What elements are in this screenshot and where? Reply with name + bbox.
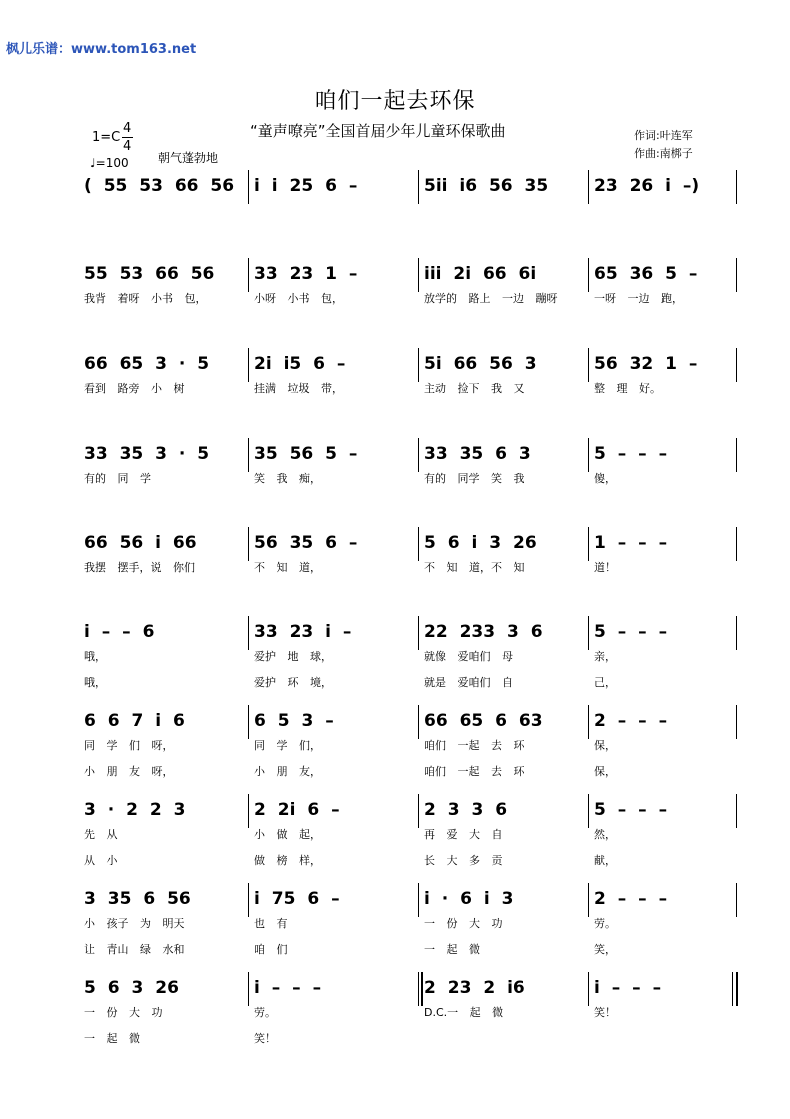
barline [588, 348, 589, 382]
measure-notes: 3 · 2 2 3 [84, 800, 186, 820]
lyric-verse-2: 就是 爱咱们 自 [424, 676, 513, 689]
lyric-verse-1: 咱们 一起 去 环 [424, 739, 525, 752]
measure-notes: i · 6 i 3 [424, 889, 514, 909]
lyric-verse-2: 一 起 微 [84, 1032, 140, 1045]
barline [736, 527, 737, 561]
measure-notes: 5 – – – [594, 444, 668, 464]
barline [418, 527, 419, 561]
lyric-verse-1: 一 份 大 功 [424, 917, 503, 930]
final-barline-thin [732, 972, 733, 1006]
time-signature-divider [122, 137, 133, 138]
tempo-marking: ♩=100 [90, 156, 129, 170]
barline [588, 438, 589, 472]
measure-notes: ( 55 53 66 56 [84, 176, 235, 196]
measure-notes: 5 6 3 26 [84, 978, 179, 998]
measure-notes: 6 6 7 i 6 [84, 711, 185, 731]
lyric-verse-1: 整 理 好。 [594, 382, 661, 395]
lyric-verse-2: 爱护 环 境， [254, 676, 332, 689]
measure-notes: 3 35 6 56 [84, 889, 191, 909]
barline [248, 972, 249, 1006]
barline [588, 170, 589, 204]
lyric-verse-1: 一 份 大 功 [84, 1006, 163, 1019]
composer: 作曲:南梆子 [634, 147, 693, 160]
barline [248, 258, 249, 292]
measure-notes: iii 2i 66 6i [424, 264, 537, 284]
barline [736, 794, 737, 828]
barline [736, 348, 737, 382]
measure-notes: 56 35 6 – [254, 533, 358, 553]
lyric-verse-1: 小 孩子 为 明天 [84, 917, 185, 930]
barline [588, 883, 589, 917]
measure-notes: 66 65 3 · 5 [84, 354, 210, 374]
lyric-verse-2: 己， [594, 676, 616, 689]
barline [248, 438, 249, 472]
lyric-verse-2: 做 榜 样， [254, 854, 321, 867]
measure-notes: 23 26 i –) [594, 176, 700, 196]
lyric-verse-1: 看到 路旁 小 树 [84, 382, 185, 395]
lyric-verse-1: 保， [594, 739, 616, 752]
measure-notes: i i 25 6 – [254, 176, 358, 196]
measure-notes: 55 53 66 56 [84, 264, 215, 284]
time-signature-bottom: 4 [123, 139, 132, 154]
lyric-verse-1: 小 做 起， [254, 828, 321, 841]
lyric-verse-2: 笑， [594, 943, 616, 956]
lyric-verse-1: 有的 同 学 [84, 472, 151, 485]
barline [418, 170, 419, 204]
key-signature: 1=C [92, 130, 121, 145]
lyric-verse-2: 小 朋 友， [254, 765, 321, 778]
measure-notes: 33 35 3 · 5 [84, 444, 210, 464]
barline [588, 705, 589, 739]
lyric-verse-1: 再 爱 大 自 [424, 828, 503, 841]
barline [248, 705, 249, 739]
barline [418, 348, 419, 382]
lyric-verse-1: 亲， [594, 650, 616, 663]
lyric-verse-1: 然， [594, 828, 616, 841]
measure-notes: 65 36 5 – [594, 264, 698, 284]
barline [736, 170, 737, 204]
measure-notes: 5 6 i 3 26 [424, 533, 537, 553]
measure-notes: 5 – – – [594, 800, 668, 820]
measure-notes: 2 3 3 6 [424, 800, 508, 820]
measure-notes: i – – – [254, 978, 322, 998]
measure-notes: 66 56 i 66 [84, 533, 197, 553]
lyric-verse-1: 就像 爱咱们 母 [424, 650, 513, 663]
measure-notes: i – – 6 [84, 622, 155, 642]
barline [736, 438, 737, 472]
measure-notes: 6 5 3 – [254, 711, 334, 731]
barline [736, 258, 737, 292]
lyric-verse-1: 一呀 一边 跑， [594, 292, 683, 305]
lyric-verse-1: 同 学 们， [254, 739, 321, 752]
measure-notes: 2 – – – [594, 889, 668, 909]
barline [588, 794, 589, 828]
measure-notes: 22 233 3 6 [424, 622, 543, 642]
double-barline [421, 972, 423, 1006]
lyric-verse-1: 傻， [594, 472, 616, 485]
barline [248, 883, 249, 917]
measure-notes: 5 – – – [594, 622, 668, 642]
lyric-verse-2: 从 小 [84, 854, 118, 867]
lyric-verse-2: 保， [594, 765, 616, 778]
barline [248, 170, 249, 204]
barline [248, 794, 249, 828]
barline [588, 527, 589, 561]
measure-notes: 2 23 2 i6 [424, 978, 525, 998]
barline [588, 616, 589, 650]
lyric-verse-1: 不 知 道， [254, 561, 321, 574]
measure-notes: 33 23 i – [254, 622, 352, 642]
measure-notes: 2i i5 6 – [254, 354, 346, 374]
measure-notes: 66 65 6 63 [424, 711, 543, 731]
lyric-verse-2: 咱们 一起 去 环 [424, 765, 525, 778]
lyric-verse-1: 爱护 地 球， [254, 650, 332, 663]
measure-notes: 5i 66 56 3 [424, 354, 537, 374]
lyric-verse-1: 主动 捡下 我 又 [424, 382, 525, 395]
barline [418, 972, 419, 1006]
barline [248, 348, 249, 382]
lyric-verse-1: 笑！ [594, 1006, 616, 1019]
lyric-verse-1: 笑 我 痴， [254, 472, 321, 485]
lyric-verse-2: 长 大 多 贡 [424, 854, 503, 867]
lyric-verse-1: 有的 同学 笑 我 [424, 472, 525, 485]
lyric-verse-2: 小 朋 友 呀， [84, 765, 174, 778]
measure-notes: 5ii i6 56 35 [424, 176, 549, 196]
measure-notes: 2 – – – [594, 711, 668, 731]
barline [588, 258, 589, 292]
site-watermark: 枫儿乐谱：www.tom163.net [6, 42, 197, 57]
lyric-verse-1: 也 有 [254, 917, 288, 930]
lyric-verse-1: 不 知 道，不 知 [424, 561, 525, 574]
measure-notes: i – – – [594, 978, 662, 998]
lyric-verse-2: 哦， [84, 676, 106, 689]
time-signature-top: 4 [123, 121, 132, 136]
barline [248, 527, 249, 561]
measure-notes: 33 23 1 – [254, 264, 358, 284]
barline [418, 794, 419, 828]
lyricist: 作词:叶连军 [634, 129, 693, 142]
lyric-verse-1: 哦， [84, 650, 106, 663]
barline [736, 705, 737, 739]
lyric-verse-2: 献， [594, 854, 616, 867]
lyric-verse-1: 同 学 们 呀， [84, 739, 174, 752]
lyric-verse-2: 一 起 微 [424, 943, 480, 956]
lyric-verse-2: 咱 们 [254, 943, 288, 956]
measure-notes: i 75 6 – [254, 889, 340, 909]
lyric-verse-1: 挂满 垃圾 带， [254, 382, 343, 395]
barline [418, 616, 419, 650]
barline [418, 438, 419, 472]
measure-notes: 2 2i 6 – [254, 800, 340, 820]
lyric-verse-1: 劳。 [594, 917, 616, 930]
lyric-verse-1: D.C.一 起 微 [424, 1006, 504, 1019]
song-subtitle: “童声嘹亮”全国首届少年儿童环保歌曲 [250, 122, 506, 140]
measure-notes: 33 35 6 3 [424, 444, 531, 464]
barline [418, 883, 419, 917]
lyric-verse-1: 劳。 [254, 1006, 276, 1019]
barline [736, 972, 738, 1006]
barline [248, 616, 249, 650]
lyric-verse-2: 笑！ [254, 1032, 276, 1045]
lyric-verse-1: 道！ [594, 561, 616, 574]
expression-marking: 朝气蓬勃地 [158, 151, 219, 165]
lyric-verse-1: 放学的 路上 一边 蹦呀 [424, 292, 558, 305]
barline [736, 616, 737, 650]
measure-notes: 35 56 5 – [254, 444, 358, 464]
barline [418, 705, 419, 739]
lyric-verse-1: 小呀 小书 包， [254, 292, 343, 305]
lyric-verse-1: 我背 着呀 小书 包， [84, 292, 207, 305]
barline [418, 258, 419, 292]
song-title: 咱们一起去环保 [314, 89, 476, 114]
measure-notes: 1 – – – [594, 533, 668, 553]
barline [736, 883, 737, 917]
lyric-verse-1: 先 从 [84, 828, 118, 841]
measure-notes: 56 32 1 – [594, 354, 698, 374]
lyric-verse-1: 我摆 摆手，说 你们 [84, 561, 195, 574]
barline [588, 972, 589, 1006]
lyric-verse-2: 让 青山 绿 水和 [84, 943, 185, 956]
